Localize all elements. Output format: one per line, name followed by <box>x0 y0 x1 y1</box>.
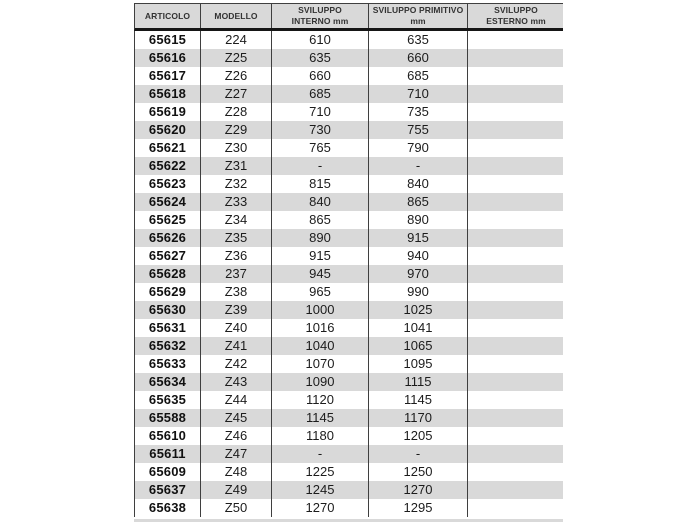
cell-articolo: 65635 <box>148 392 187 407</box>
cell-sviluppo-esterno <box>467 211 564 229</box>
cell-sviluppo-primitivo: 990 <box>368 283 467 301</box>
cell-modello: Z46 <box>200 427 271 445</box>
table-header <box>134 3 563 31</box>
column-header-modello <box>200 4 271 28</box>
cell-modello: Z30 <box>200 139 271 157</box>
cell-modello: Z36 <box>200 247 271 265</box>
cell-sviluppo-esterno <box>467 301 564 319</box>
column-header-line: SVILUPPO PRIMITIVO <box>372 5 464 16</box>
cell-sviluppo-primitivo: 840 <box>368 175 467 193</box>
cell-sviluppo-esterno <box>467 67 564 85</box>
cell-sviluppo-primitivo: 1025 <box>368 301 467 319</box>
cell-articolo: 65625 <box>148 212 187 227</box>
table-row <box>135 427 563 445</box>
cell-sviluppo-esterno <box>467 481 564 499</box>
cell-sviluppo-esterno <box>467 391 564 409</box>
cell-modello: Z33 <box>200 193 271 211</box>
column-header-sviluppo-esterno <box>467 4 564 28</box>
cell-sviluppo-esterno <box>467 463 564 481</box>
table-row <box>135 409 563 427</box>
cell-sviluppo-esterno <box>467 445 564 463</box>
cell-articolo: 65611 <box>149 446 186 461</box>
cell-sviluppo-interno: 1270 <box>271 499 368 517</box>
cell-sviluppo-primitivo: 685 <box>368 67 467 85</box>
cell-articolo: 65620 <box>148 122 187 137</box>
table-row <box>135 229 563 247</box>
table-row <box>135 85 563 103</box>
cell-articolo: 65634 <box>148 374 187 389</box>
cell-sviluppo-primitivo: 1041 <box>368 319 467 337</box>
cell-sviluppo-interno: 1145 <box>271 409 368 427</box>
cell-modello: 237 <box>200 265 271 283</box>
cell-sviluppo-primitivo: 755 <box>368 121 467 139</box>
table-row <box>135 247 563 265</box>
cell-articolo: 65610 <box>148 428 187 443</box>
cell-articolo: 65627 <box>148 248 187 263</box>
cell-sviluppo-interno: 865 <box>271 211 368 229</box>
table-row <box>135 121 563 139</box>
cell-sviluppo-interno: 1070 <box>271 355 368 373</box>
table-row <box>135 481 563 499</box>
cell-sviluppo-primitivo: 1145 <box>368 391 467 409</box>
column-header-articolo <box>135 4 200 28</box>
column-header-sviluppo-primitivo <box>368 4 467 28</box>
cell-sviluppo-esterno <box>467 175 564 193</box>
cell-sviluppo-esterno <box>467 31 564 49</box>
cell-sviluppo-esterno <box>467 427 564 445</box>
cell-sviluppo-interno: 840 <box>271 193 368 211</box>
column-header-sviluppo-interno <box>271 4 368 28</box>
cell-articolo: 65631 <box>148 320 187 335</box>
cell-sviluppo-esterno <box>467 355 564 373</box>
cell-sviluppo-primitivo: 1270 <box>368 481 467 499</box>
cell-articolo: 65623 <box>148 176 187 191</box>
cell-modello: Z27 <box>200 85 271 103</box>
cell-articolo: 65638 <box>148 500 187 515</box>
column-header-line: ESTERNO mm <box>486 16 546 26</box>
cell-articolo: 65630 <box>148 302 187 317</box>
cell-sviluppo-primitivo: 1205 <box>368 427 467 445</box>
cell-sviluppo-primitivo: 660 <box>368 49 467 67</box>
cell-sviluppo-interno: 765 <box>271 139 368 157</box>
cell-sviluppo-interno: 710 <box>271 103 368 121</box>
cell-articolo: 65624 <box>148 194 187 209</box>
table-row <box>135 499 563 517</box>
cell-sviluppo-primitivo: 970 <box>368 265 467 283</box>
cell-sviluppo-interno: 1120 <box>271 391 368 409</box>
cell-sviluppo-interno: 890 <box>271 229 368 247</box>
cell-sviluppo-primitivo: 790 <box>368 139 467 157</box>
cell-sviluppo-esterno <box>467 157 564 175</box>
cell-sviluppo-interno: 915 <box>271 247 368 265</box>
table-row <box>135 391 563 409</box>
cell-sviluppo-interno: 610 <box>271 31 368 49</box>
cell-sviluppo-primitivo: 635 <box>368 31 467 49</box>
table-row <box>135 283 563 301</box>
cell-articolo: 65633 <box>148 356 187 371</box>
table-row <box>135 373 563 391</box>
cell-modello: Z40 <box>200 319 271 337</box>
cell-sviluppo-esterno <box>467 103 564 121</box>
cell-sviluppo-esterno <box>467 49 564 67</box>
cell-articolo: 65588 <box>148 410 187 425</box>
cell-sviluppo-primitivo: 915 <box>368 229 467 247</box>
table-row <box>135 139 563 157</box>
cell-modello: Z43 <box>200 373 271 391</box>
cell-sviluppo-interno: 1090 <box>271 373 368 391</box>
table-body <box>134 31 563 517</box>
cell-articolo: 65622 <box>148 158 187 173</box>
table-row <box>135 31 563 49</box>
cell-sviluppo-esterno <box>467 337 564 355</box>
cell-sviluppo-interno: - <box>271 157 368 175</box>
cell-articolo: 65621 <box>148 140 187 155</box>
cell-sviluppo-primitivo: 1250 <box>368 463 467 481</box>
cell-sviluppo-esterno <box>467 193 564 211</box>
cell-sviluppo-primitivo: - <box>368 157 467 175</box>
cell-articolo: 65626 <box>148 230 187 245</box>
cell-sviluppo-primitivo: - <box>368 445 467 463</box>
cell-sviluppo-esterno <box>467 319 564 337</box>
cell-modello: Z48 <box>200 463 271 481</box>
table-row <box>135 103 563 121</box>
table-row <box>135 175 563 193</box>
cell-articolo: 65619 <box>148 104 187 119</box>
cell-modello: Z34 <box>200 211 271 229</box>
cell-modello: Z50 <box>200 499 271 517</box>
cell-modello: Z41 <box>200 337 271 355</box>
cell-modello: Z39 <box>200 301 271 319</box>
cell-sviluppo-esterno <box>467 265 564 283</box>
cell-articolo: 65617 <box>148 68 187 83</box>
cell-articolo: 65616 <box>148 50 187 65</box>
cell-sviluppo-interno: 1000 <box>271 301 368 319</box>
cell-sviluppo-esterno <box>467 85 564 103</box>
table-row <box>135 337 563 355</box>
cell-articolo: 65629 <box>148 284 187 299</box>
table-row <box>135 355 563 373</box>
cell-modello: Z35 <box>200 229 271 247</box>
cell-sviluppo-esterno <box>467 499 564 517</box>
table-row <box>135 67 563 85</box>
cell-sviluppo-primitivo: 890 <box>368 211 467 229</box>
column-header-line: mm <box>410 16 426 26</box>
cell-sviluppo-esterno <box>467 409 564 427</box>
table-row <box>135 193 563 211</box>
cell-sviluppo-interno: 1225 <box>271 463 368 481</box>
cell-sviluppo-primitivo: 1115 <box>368 373 467 391</box>
table-row <box>135 319 563 337</box>
cell-sviluppo-interno: 635 <box>271 49 368 67</box>
cell-sviluppo-interno: 1016 <box>271 319 368 337</box>
cell-sviluppo-interno: 1180 <box>271 427 368 445</box>
cell-sviluppo-interno: 965 <box>271 283 368 301</box>
cell-articolo: 65615 <box>148 32 187 47</box>
table-row <box>135 265 563 283</box>
cell-sviluppo-esterno <box>467 283 564 301</box>
cell-sviluppo-interno: - <box>271 445 368 463</box>
cell-sviluppo-interno: 685 <box>271 85 368 103</box>
cell-modello: Z38 <box>200 283 271 301</box>
cell-sviluppo-primitivo: 1095 <box>368 355 467 373</box>
table-row <box>135 211 563 229</box>
column-header-line: MODELLO <box>214 10 258 21</box>
cell-modello: Z28 <box>200 103 271 121</box>
cell-articolo: 65628 <box>148 266 187 281</box>
cell-modello: Z49 <box>200 481 271 499</box>
column-header-line: SVILUPPO <box>298 5 342 16</box>
table-row <box>135 49 563 67</box>
cell-sviluppo-primitivo: 735 <box>368 103 467 121</box>
table-row <box>135 157 563 175</box>
cell-modello: Z45 <box>200 409 271 427</box>
cell-sviluppo-interno: 1040 <box>271 337 368 355</box>
cell-modello: Z44 <box>200 391 271 409</box>
cell-sviluppo-primitivo: 1295 <box>368 499 467 517</box>
table-row <box>135 301 563 319</box>
cell-sviluppo-interno: 660 <box>271 67 368 85</box>
cell-modello: Z31 <box>200 157 271 175</box>
table-row <box>135 445 563 463</box>
cell-sviluppo-primitivo: 865 <box>368 193 467 211</box>
cell-modello: Z47 <box>200 445 271 463</box>
cell-articolo: 65609 <box>148 464 187 479</box>
cell-articolo: 65618 <box>148 86 187 101</box>
column-header-line: ARTICOLO <box>144 10 191 21</box>
cell-modello: Z26 <box>200 67 271 85</box>
column-header-line: SVILUPPO <box>494 5 538 16</box>
cell-sviluppo-primitivo: 1065 <box>368 337 467 355</box>
sprocket-table <box>134 3 563 517</box>
cell-sviluppo-esterno <box>467 139 564 157</box>
cell-sviluppo-primitivo: 1170 <box>368 409 467 427</box>
cell-modello: Z42 <box>200 355 271 373</box>
cell-modello: Z29 <box>200 121 271 139</box>
cell-articolo: 65637 <box>148 482 187 497</box>
cell-sviluppo-esterno <box>467 247 564 265</box>
table-row <box>135 463 563 481</box>
cell-sviluppo-esterno <box>467 229 564 247</box>
cell-modello: Z25 <box>200 49 271 67</box>
cell-sviluppo-interno: 1245 <box>271 481 368 499</box>
cell-sviluppo-esterno <box>467 121 564 139</box>
cell-sviluppo-interno: 815 <box>271 175 368 193</box>
cell-modello: 224 <box>200 31 271 49</box>
cell-sviluppo-esterno <box>467 373 564 391</box>
cell-sviluppo-interno: 945 <box>271 265 368 283</box>
next-row-partial <box>134 519 563 522</box>
column-header-line: INTERNO mm <box>291 16 349 26</box>
cell-sviluppo-interno: 730 <box>271 121 368 139</box>
cell-articolo: 65632 <box>148 338 187 353</box>
cell-sviluppo-primitivo: 710 <box>368 85 467 103</box>
cell-modello: Z32 <box>200 175 271 193</box>
cell-sviluppo-primitivo: 940 <box>368 247 467 265</box>
